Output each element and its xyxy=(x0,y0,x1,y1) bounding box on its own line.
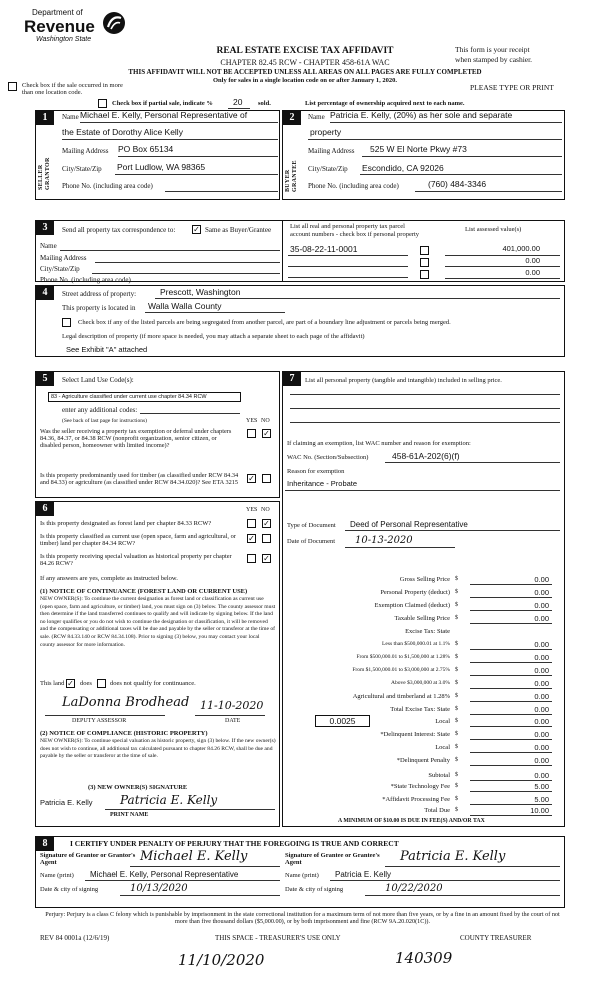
parcel-number-1[interactable]: 35-08-22-11-0001 xyxy=(290,244,358,254)
section-3-number: 3 xyxy=(36,221,54,235)
warning-text: THIS AFFIDAVIT WILL NOT BE ACCEPTED UNLESS ALL AREAS ON ALL PAGES ARE FULLY COMPLETED xyxy=(128,68,482,76)
doc-date-value[interactable]: 10-13-2020 xyxy=(355,535,413,546)
buyer-name-line1[interactable]: Patricia E. Kelly, (20%) as her sole and separate xyxy=(330,110,513,120)
s5-yes-header: YES xyxy=(246,418,258,424)
seller-city-label: City/State/Zip xyxy=(62,165,102,173)
buyer-mail-label: Mailing Address xyxy=(308,147,355,155)
section-6-number: 6 xyxy=(36,502,54,516)
seller-phone-label: Phone No. (including area code) xyxy=(62,182,153,190)
personal-deduct-amount[interactable]: 0.00 xyxy=(534,588,549,597)
notice-2-title: (2) NOTICE OF COMPLIANCE (HISTORIC PROPERTY) xyxy=(40,730,208,737)
not-qualify-label: does not qualify for continuance. xyxy=(110,680,196,687)
section-7-number: 7 xyxy=(283,372,301,386)
delinq-local-amount[interactable]: 0.00 xyxy=(534,743,549,752)
partial-sale-checkbox[interactable] xyxy=(98,99,107,108)
section-6 xyxy=(35,501,280,827)
seller-city-value[interactable]: Port Ludlow, WA 98365 xyxy=(117,162,206,172)
doc-type-label: Type of Document xyxy=(287,522,336,529)
assessor-signature[interactable]: LaDonna Brodhead xyxy=(62,695,190,710)
seller-mail-value[interactable]: PO Box 65134 xyxy=(118,144,174,154)
assessed-header: List assessed value(s) xyxy=(465,226,522,233)
delinq-state-amount[interactable]: 0.00 xyxy=(534,730,549,739)
exemption-deduct-amount[interactable]: 0.00 xyxy=(534,601,549,610)
s5-question-2: Is this property predominantly used for timber (as classified under RCW 84.34 and 84.33) or agriculture (as classified under RCW 84.34.020)? See ETA 3215 xyxy=(40,472,239,487)
s6-q3-yes[interactable] xyxy=(247,554,256,563)
grantee-date[interactable]: 10/22/2020 xyxy=(385,883,443,894)
form-revision: REV 84 0001a (12/6/19) xyxy=(40,934,110,942)
exemption-claim-label: If claiming an exemption, list WAC number and reason for exemption: xyxy=(287,440,471,447)
send-correspondence-label: Send all property tax correspondence to: xyxy=(62,226,176,234)
owner-print-name[interactable]: Patricia E. Kelly xyxy=(40,798,93,807)
minimum-due-note: A MINIMUM OF $10.00 IS DUE IN FEE(S) AND/OR TAX xyxy=(338,818,485,824)
wac-label: WAC No. (Section/Subsection) xyxy=(287,454,369,461)
local-label: Local xyxy=(435,718,450,725)
owner-signature[interactable]: Patricia E. Kelly xyxy=(120,793,218,807)
grantee-date-label: Date & city of signing xyxy=(285,886,344,893)
assessor-date[interactable]: 11-10-2020 xyxy=(200,699,264,712)
assessed-value-3[interactable]: 0.00 xyxy=(525,268,540,277)
taxable-currency: $ xyxy=(455,615,458,621)
dept-line2: Revenue xyxy=(24,17,95,36)
penalty-amount[interactable]: 0.00 xyxy=(534,756,549,765)
buyer-phone-value[interactable]: (760) 484-3346 xyxy=(428,179,487,189)
assessor-date-label: DATE xyxy=(225,718,241,724)
bracket-1-label: Less than $500,000.01 at 1.1% xyxy=(382,641,450,647)
land-use-code-select[interactable] xyxy=(48,392,241,402)
partial-sale-percent[interactable]: 20 xyxy=(233,97,243,107)
segregated-checkbox[interactable] xyxy=(62,318,71,327)
print-name-label: PRINT NAME xyxy=(110,812,149,818)
s5-q1-no[interactable]: ✓ xyxy=(263,429,270,438)
does-label: does xyxy=(80,680,92,687)
ag-label: Agricultural and timberland at 1.28% xyxy=(352,693,450,700)
personal-deduct-label: Personal Property (deduct) xyxy=(380,589,450,596)
bracket-2-label: From $500,000.01 to $1,500,000 at 1.28% xyxy=(356,654,450,660)
gross-currency: $ xyxy=(455,576,458,582)
wac-value[interactable]: 458-61A-202(6)(f) xyxy=(392,451,460,461)
seller-name-label: Name xyxy=(62,113,79,121)
local-amount[interactable]: 0.00 xyxy=(534,717,549,726)
dept-line1: Department of xyxy=(32,8,83,17)
treasurer-stamp-number: 140309 xyxy=(395,949,453,967)
s5-q2-no[interactable] xyxy=(262,474,271,483)
assessed-value-1[interactable]: 401,000.00 xyxy=(502,244,540,253)
type-print-note: PLEASE TYPE OR PRINT xyxy=(470,83,554,92)
reason-exemption-label: Reason for exemption xyxy=(287,468,345,475)
local-currency: $ xyxy=(455,718,458,724)
section-1-number: 1 xyxy=(36,111,54,125)
subtotal-amount[interactable]: 0.00 xyxy=(534,771,549,780)
s6-question-2: Is this property classified as current use (open space, farm and agricultural, or timber) land per chapter 84.34 RCW? xyxy=(40,533,236,548)
tech-fee-amount[interactable]: 5.00 xyxy=(534,782,549,791)
total-state-amount[interactable]: 0.00 xyxy=(534,705,549,714)
legal-description-label: Legal description of property (if more space is needed, you may attach a separate sheet to each page of the affidavit) xyxy=(62,333,365,340)
buyer-name-line2[interactable]: property xyxy=(310,127,342,137)
delinq-state-label: *Delinquent Interest: State xyxy=(380,731,450,738)
buyer-name-label: Name xyxy=(308,113,325,121)
treasurer-stamp-date: 11/10/2020 xyxy=(178,951,265,969)
s6-q1-yes[interactable] xyxy=(247,519,256,528)
s5-q1-yes[interactable] xyxy=(247,429,256,438)
s6-question-3: Is this property receiving special valuation as historical property per chapter 84.26 RCW? xyxy=(40,553,232,568)
tech-fee-label: *State Technology Fee xyxy=(390,783,450,790)
s3-name-label: Name xyxy=(40,242,57,250)
assessed-value-2[interactable]: 0.00 xyxy=(525,256,540,265)
grantor-date[interactable]: 10/13/2020 xyxy=(130,883,188,894)
bracket-4-currency: $ xyxy=(455,680,458,686)
s6-no-header: NO xyxy=(261,507,270,513)
buyer-mail-value[interactable]: 525 W El Norte Pkwy #73 xyxy=(370,144,467,154)
notice-2-text: NEW OWNER(S): To continue special valuation as historic property, sign (3) below. If the new owner(s) does not wish to continue, all additional tax calculated pursuant to chapter 84.26 RCW, shall be due and payable by the seller or transferor at the time of sale. xyxy=(40,738,276,760)
seller-side-label: SELLER GRANTOR xyxy=(38,157,51,190)
same-as-buyer-checkbox[interactable]: ✓ xyxy=(193,225,200,234)
total-state-label: Total Excise Tax: State xyxy=(390,706,450,713)
bracket-1-currency: $ xyxy=(455,641,458,647)
section-5-number: 5 xyxy=(36,372,54,386)
ag-currency: $ xyxy=(455,693,458,699)
doc-date-label: Date of Document xyxy=(287,538,336,545)
parcel-list-header-2: account numbers - check box if personal property xyxy=(290,231,420,238)
exemption-currency: $ xyxy=(455,602,458,608)
exemption-deduct-label: Exemption Claimed (deduct) xyxy=(374,602,450,609)
receipt-note-1: This form is your receipt xyxy=(455,45,530,54)
affidavit-fee-amount[interactable]: 5.00 xyxy=(534,795,549,804)
county-value[interactable]: Walla Walla County xyxy=(148,301,222,311)
doc-type-value[interactable]: Deed of Personal Representative xyxy=(350,520,468,529)
county-treasurer-label: COUNTY TREASURER xyxy=(460,934,532,942)
parcel-list-header-1: List all real and personal property tax parcel xyxy=(290,223,405,230)
s6-q3-no[interactable]: ✓ xyxy=(263,554,270,563)
grantee-signature[interactable]: Patricia E. Kelly xyxy=(400,849,506,864)
s6-q2-yes[interactable]: ✓ xyxy=(248,534,255,543)
bracket-2-currency: $ xyxy=(455,654,458,660)
additional-codes-label: enter any additional codes: xyxy=(62,406,138,414)
land-not-qualify-checkbox[interactable] xyxy=(97,679,106,688)
grantee-signature-label: Signature of Grantee or Grantee's Agent xyxy=(285,852,380,867)
partial-sale-sold: sold. xyxy=(258,100,271,107)
receipt-note-2: when stamped by cashier. xyxy=(455,55,533,64)
ownership-note: List percentage of ownership acquired next to each name. xyxy=(305,100,465,107)
s3-phone-label: Phone No. (including area code) xyxy=(40,276,131,284)
notice-1-title: (1) NOTICE OF CONTINUANCE (FOREST LAND OR CURRENT USE) xyxy=(40,588,248,595)
notice-3-title: (3) NEW OWNER(S) SIGNATURE xyxy=(88,784,188,791)
if-yes-note: If any answers are yes, complete as instructed below. xyxy=(40,575,178,582)
segregated-label: Check box if any of the listed parcels are being segregated from another parcel, are part of a boundary line adjustment or parcels being merged. xyxy=(78,319,451,326)
s3-mailing-label: Mailing Address xyxy=(40,254,87,262)
land-does-qualify-checkbox[interactable]: ✓ xyxy=(67,679,74,688)
section-8-number: 8 xyxy=(36,837,54,851)
multi-location-checkbox[interactable] xyxy=(8,82,17,91)
bracket-2-amount[interactable]: 0.00 xyxy=(534,653,549,662)
street-address-value[interactable]: Prescott, Washington xyxy=(160,287,241,297)
treasurer-use-label: THIS SPACE - TREASURER'S USE ONLY xyxy=(215,934,341,942)
perjury-notice: Perjury: Perjury is a class C felony which is punishable by imprisonment in the state correctional institution for a maximum term of not more than five years, or by a fine in an amount fixed by the court of not more than five thousand dollars ($5,000.00), or by both imprisonment and fine (RCW 9A.20.020(1C)). xyxy=(45,911,560,926)
grantor-signature-label: Signature of Grantor or Grantor's Agent xyxy=(40,852,136,867)
buyer-side-label: BUYER GRANTEE xyxy=(285,160,298,192)
grantor-name-print-label: Name (print) xyxy=(40,872,74,879)
total-state-currency: $ xyxy=(455,706,458,712)
affidavit-fee-currency: $ xyxy=(455,796,458,802)
dept-line3: Washington State xyxy=(36,36,92,43)
penalty-label: *Delinquent Penalty xyxy=(396,757,450,764)
same-as-buyer-label: Same as Buyer/Grantee xyxy=(205,226,272,234)
section-4-number: 4 xyxy=(36,286,54,300)
buyer-city-value[interactable]: Escondido, CA 92026 xyxy=(362,163,444,173)
tech-fee-currency: $ xyxy=(455,783,458,789)
grantor-date-label: Date & city of signing xyxy=(40,886,99,893)
grantor-signature[interactable]: Michael E. Kelly xyxy=(140,849,248,864)
legal-description-value[interactable]: See Exhibit "A" attached xyxy=(66,345,148,354)
subtotal-label: Subtotal xyxy=(428,772,450,779)
personal-property-checkbox-1[interactable] xyxy=(420,246,429,255)
delinq-local-currency: $ xyxy=(455,744,458,750)
see-back-note: (See back of last page for instructions) xyxy=(62,418,147,424)
taxable-amount[interactable]: 0.00 xyxy=(534,614,549,623)
local-rate-box[interactable]: 0.0025 xyxy=(315,715,370,727)
grantor-name-print[interactable]: Michael E. Kelly, Personal Representative xyxy=(90,870,239,879)
s6-yes-header: YES xyxy=(246,507,258,513)
penalty-currency: $ xyxy=(455,757,458,763)
reason-exemption-value[interactable]: Inheritance - Probate xyxy=(287,479,358,488)
multi-location-label: Check box if the sale occurred in more than one location code. xyxy=(22,82,123,97)
delinq-local-label: Local xyxy=(435,744,450,751)
s5-no-header: NO xyxy=(261,418,270,424)
bracket-3-currency: $ xyxy=(455,667,458,673)
taxable-label: Taxable Selling Price xyxy=(394,615,450,622)
street-address-label: Street address of property: xyxy=(62,290,137,298)
gross-amount[interactable]: 0.00 xyxy=(534,575,549,584)
warning-text-2: Only for sales in a single location code on or after January 1, 2020. xyxy=(213,77,397,84)
grantee-name-print[interactable]: Patricia E. Kelly xyxy=(335,870,392,879)
s5-question-1: Was the seller receiving a property tax exemption or deferral under chapters 84.36, 84.37, or 84.38 RCW (nonprofit organization, senior citizen, or disabled person, homeowner with limited income)? xyxy=(40,428,232,450)
land-use-label: Select Land Use Code(s): xyxy=(62,376,134,384)
bracket-3-label: From $1,500,000.01 to $3,000,000 at 2.75% xyxy=(352,667,450,673)
deputy-assessor-label: DEPUTY ASSESSOR xyxy=(72,718,127,724)
personal-property-checkbox-2[interactable] xyxy=(420,258,429,267)
land-use-code-value: 83 - Agriculture classified under current use chapter 84.34 RCW xyxy=(51,394,207,400)
seller-name-line1[interactable]: Michael E. Kelly, Personal Representative of xyxy=(80,110,248,120)
ag-amount[interactable]: 0.00 xyxy=(534,692,549,701)
affidavit-fee-label: *Affidavit Processing Fee xyxy=(382,796,450,803)
s3-city-label: City/State/Zip xyxy=(40,265,80,273)
total-due-amount[interactable]: 10.00 xyxy=(530,806,549,815)
notice-1-text: NEW OWNER(S): To continue the current designation as forest land or classification as current use (open space, farm and agriculture, or timber) land, you must sign on (3) below. The county assessor must then determine if the land transferred continues to qualify and will indicate by signing below. If the land no longer qualifies or you do not wish to continue the designation or classification, it will be removed and the compensating or additional taxes will be due and payable by the seller or transferor at the time of sale. (RCW 84.33.140 or RCW 84.34.108). Prior to signing (3) below, you may contact your local county assessor for more information. xyxy=(40,596,276,648)
seller-mail-label: Mailing Address xyxy=(62,147,109,155)
bracket-4-amount[interactable]: 0.00 xyxy=(534,679,549,688)
s5-q2-yes[interactable]: ✓ xyxy=(248,474,255,483)
seller-name-line2[interactable]: the Estate of Dorothy Alice Kelly xyxy=(62,127,183,137)
s6-q2-no[interactable] xyxy=(262,534,271,543)
subtotal-currency: $ xyxy=(455,772,458,778)
this-land-label: This land xyxy=(40,680,65,687)
form-title: REAL ESTATE EXCISE TAX AFFIDAVIT xyxy=(216,46,394,56)
dor-logo-icon xyxy=(102,11,126,35)
buyer-phone-label: Phone No. (including area code) xyxy=(308,182,399,190)
excise-state-header: Excise Tax: State xyxy=(405,628,450,635)
personal-property-label: List all personal property (tangible and intangible) included in selling price. xyxy=(305,377,502,384)
total-due-currency: $ xyxy=(455,807,458,813)
section-2-number: 2 xyxy=(283,111,301,125)
certify-statement: I CERTIFY UNDER PENALTY OF PERJURY THAT THE FOREGOING IS TRUE AND CORRECT xyxy=(70,839,399,848)
s6-q1-no[interactable]: ✓ xyxy=(263,519,270,528)
total-due-label: Total Due xyxy=(424,807,450,814)
located-label: This property is located in xyxy=(62,304,136,312)
gross-label: Gross Selling Price xyxy=(399,576,450,583)
grantee-name-print-label: Name (print) xyxy=(285,872,319,879)
delinq-state-currency: $ xyxy=(455,731,458,737)
bracket-3-amount[interactable]: 0.00 xyxy=(534,666,549,675)
form-subtitle: CHAPTER 82.45 RCW - CHAPTER 458-61A WAC xyxy=(220,58,390,67)
dor-logo xyxy=(14,8,134,48)
bracket-1-amount[interactable]: 0.00 xyxy=(534,640,549,649)
s6-question-1: Is this property designated as forest land per chapter 84.33 RCW? xyxy=(40,520,212,527)
personal-property-checkbox-3[interactable] xyxy=(420,270,429,279)
buyer-city-label: City/State/Zip xyxy=(308,165,348,173)
personal-currency: $ xyxy=(455,589,458,595)
bracket-4-label: Above $3,000,000 at 3.0% xyxy=(391,680,450,686)
partial-sale-label: Check box if partial sale, indicate % xyxy=(112,100,213,107)
